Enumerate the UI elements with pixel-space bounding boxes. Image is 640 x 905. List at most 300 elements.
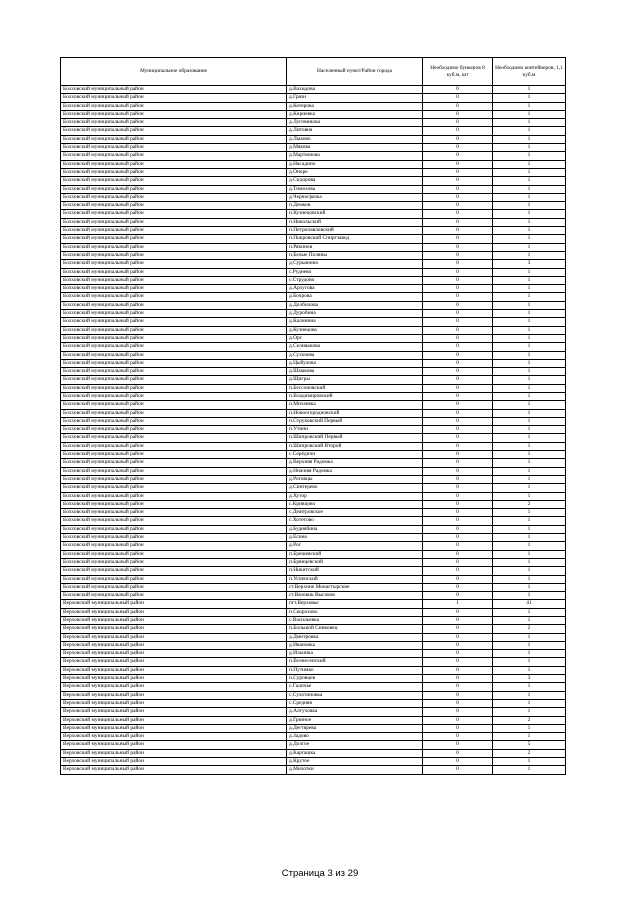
table-row bbox=[61, 633, 566, 641]
table-row bbox=[61, 251, 566, 259]
table-row bbox=[61, 409, 566, 417]
table-row bbox=[61, 351, 566, 359]
cell-municipality: Болховский муниципальный район bbox=[61, 177, 287, 185]
cell-municipality: Болховский муниципальный район bbox=[61, 376, 287, 384]
cell-municipality: Болховский муниципальный район bbox=[61, 94, 287, 102]
cell-containers: 1 bbox=[493, 334, 566, 342]
cell-settlement: д.Ивановка bbox=[287, 641, 423, 649]
cell-bunkers: 0 bbox=[423, 401, 493, 409]
cell-bunkers: 0 bbox=[423, 459, 493, 467]
table-row bbox=[61, 301, 566, 309]
table-row bbox=[61, 127, 566, 135]
cell-settlement: п.Петропавловский bbox=[287, 227, 423, 235]
cell-settlement: п.Бессоновский bbox=[287, 384, 423, 392]
cell-municipality: Болховский муниципальный район bbox=[61, 401, 287, 409]
cell-containers: 1 bbox=[493, 409, 566, 417]
cell-municipality: Болховский муниципальный район bbox=[61, 268, 287, 276]
cell-containers: 2 bbox=[493, 749, 566, 757]
table-row bbox=[61, 699, 566, 707]
cell-settlement: п.Никольский bbox=[287, 218, 423, 226]
table-row bbox=[61, 368, 566, 376]
cell-containers: 1 bbox=[493, 708, 566, 716]
cell-municipality: Болховский муниципальный район bbox=[61, 426, 287, 434]
cell-containers: 1 bbox=[493, 608, 566, 616]
cell-municipality: Болховский муниципальный район bbox=[61, 492, 287, 500]
cell-containers: 1 bbox=[493, 583, 566, 591]
cell-settlement: пгт.Верховье bbox=[287, 600, 423, 608]
table-row bbox=[61, 94, 566, 102]
cell-bunkers: 0 bbox=[423, 650, 493, 658]
cell-containers: 1 bbox=[493, 368, 566, 376]
cell-containers: 1 bbox=[493, 210, 566, 218]
table-row bbox=[61, 185, 566, 193]
table-row bbox=[61, 683, 566, 691]
cell-municipality: Болховский муниципальный район bbox=[61, 467, 287, 475]
cell-bunkers: 0 bbox=[423, 641, 493, 649]
cell-settlement: п.Суровцев bbox=[287, 675, 423, 683]
cell-bunkers: 0 bbox=[423, 127, 493, 135]
cell-bunkers: 0 bbox=[423, 550, 493, 558]
cell-settlement: п.Вознесенский bbox=[287, 658, 423, 666]
cell-municipality: Болховский муниципальный район bbox=[61, 293, 287, 301]
cell-municipality: Болховский муниципальный район bbox=[61, 550, 287, 558]
cell-settlement: п.Демков bbox=[287, 202, 423, 210]
cell-settlement: с.Васильевка bbox=[287, 617, 423, 625]
cell-settlement: д.Нижняя Радомка bbox=[287, 467, 423, 475]
cell-containers: 1 bbox=[493, 633, 566, 641]
cell-municipality: Болховский муниципальный район bbox=[61, 144, 287, 152]
table-row bbox=[61, 268, 566, 276]
table-row bbox=[61, 542, 566, 550]
table-row bbox=[61, 724, 566, 732]
cell-bunkers: 0 bbox=[423, 210, 493, 218]
cell-settlement: д.Буднябина bbox=[287, 525, 423, 533]
cell-containers: 1 bbox=[493, 666, 566, 674]
cell-bunkers: 0 bbox=[423, 86, 493, 94]
cell-containers: 1 bbox=[493, 326, 566, 334]
cell-bunkers: 0 bbox=[423, 749, 493, 757]
cell-bunkers: 0 bbox=[423, 135, 493, 143]
cell-bunkers: 0 bbox=[423, 334, 493, 342]
cell-bunkers: 0 bbox=[423, 442, 493, 450]
cell-bunkers: 0 bbox=[423, 285, 493, 293]
cell-settlement: с.Средняя bbox=[287, 699, 423, 707]
cell-settlement: п.Большой Синковец bbox=[287, 625, 423, 633]
table-row bbox=[61, 318, 566, 326]
cell-bunkers: 0 bbox=[423, 293, 493, 301]
cell-municipality: Болховский муниципальный район bbox=[61, 318, 287, 326]
cell-settlement: д.Лыково bbox=[287, 135, 423, 143]
cell-bunkers: 0 bbox=[423, 724, 493, 732]
cell-bunkers: 0 bbox=[423, 542, 493, 550]
cell-municipality: Болховский муниципальный район bbox=[61, 500, 287, 508]
cell-settlement: п.Струковский Первый bbox=[287, 417, 423, 425]
cell-municipality: Болховский муниципальный район bbox=[61, 334, 287, 342]
table-row bbox=[61, 86, 566, 94]
header-municipality: Муниципальное образование bbox=[61, 58, 287, 86]
cell-municipality: Болховский муниципальный район bbox=[61, 152, 287, 160]
cell-municipality: Болховский муниципальный район bbox=[61, 592, 287, 600]
cell-bunkers: 0 bbox=[423, 202, 493, 210]
cell-containers: 1 bbox=[493, 152, 566, 160]
cell-settlement: д.Задово bbox=[287, 733, 423, 741]
cell-settlement: д.Долгое bbox=[287, 741, 423, 749]
cell-containers: 2 bbox=[493, 625, 566, 633]
cell-containers: 1 bbox=[493, 683, 566, 691]
cell-containers: 1 bbox=[493, 168, 566, 176]
cell-settlement: п.Скорохово bbox=[287, 608, 423, 616]
cell-containers: 1 bbox=[493, 509, 566, 517]
cell-municipality: Болховский муниципальный район bbox=[61, 368, 287, 376]
cell-bunkers: 0 bbox=[423, 351, 493, 359]
cell-containers: 1 bbox=[493, 417, 566, 425]
table-row bbox=[61, 733, 566, 741]
cell-bunkers: 0 bbox=[423, 227, 493, 235]
cell-municipality: Болховский муниципальный район bbox=[61, 160, 287, 168]
cell-containers: 1 bbox=[493, 517, 566, 525]
cell-municipality: Болховский муниципальный район bbox=[61, 227, 287, 235]
cell-containers: 2 bbox=[493, 500, 566, 508]
cell-municipality: Верховский муниципальный район bbox=[61, 708, 287, 716]
cell-municipality: Верховский муниципальный район bbox=[61, 650, 287, 658]
cell-municipality: Болховский муниципальный район bbox=[61, 326, 287, 334]
cell-containers: 1 bbox=[493, 110, 566, 118]
table-row bbox=[61, 235, 566, 243]
cell-settlement: д.Орс bbox=[287, 334, 423, 342]
cell-containers: 1 bbox=[493, 376, 566, 384]
cell-containers: 1 bbox=[493, 193, 566, 201]
cell-municipality: Болховский муниципальный район bbox=[61, 86, 287, 94]
table-row bbox=[61, 517, 566, 525]
cell-containers: 1 bbox=[493, 293, 566, 301]
cell-bunkers: 0 bbox=[423, 608, 493, 616]
table-row bbox=[61, 376, 566, 384]
table-row bbox=[61, 691, 566, 699]
table-row bbox=[61, 442, 566, 450]
table-row bbox=[61, 326, 566, 334]
cell-municipality: Верховский муниципальный район bbox=[61, 675, 287, 683]
cell-bunkers: 0 bbox=[423, 218, 493, 226]
cell-containers: 1 bbox=[493, 426, 566, 434]
cell-bunkers: 0 bbox=[423, 359, 493, 367]
cell-settlement: п.Кузнецовский bbox=[287, 210, 423, 218]
cell-containers: 1 bbox=[493, 434, 566, 442]
table-row bbox=[61, 625, 566, 633]
cell-settlement: п.Брешевский bbox=[287, 550, 423, 558]
cell-municipality: Болховский муниципальный район bbox=[61, 210, 287, 218]
cell-containers: 3 bbox=[493, 675, 566, 683]
cell-bunkers: 0 bbox=[423, 708, 493, 716]
cell-bunkers: 0 bbox=[423, 658, 493, 666]
cell-bunkers: 0 bbox=[423, 691, 493, 699]
cell-settlement: д.Кузнецова bbox=[287, 326, 423, 334]
cell-bunkers: 0 bbox=[423, 193, 493, 201]
cell-containers: 1 bbox=[493, 359, 566, 367]
cell-municipality: Верховский муниципальный район bbox=[61, 749, 287, 757]
cell-containers: 1 bbox=[493, 94, 566, 102]
cell-settlement: д.Верхняя Радомка bbox=[287, 459, 423, 467]
cell-bunkers: 0 bbox=[423, 310, 493, 318]
cell-settlement: д.Каргашка bbox=[287, 749, 423, 757]
cell-settlement: п.Рякинов bbox=[287, 243, 423, 251]
cell-containers: 1 bbox=[493, 567, 566, 575]
cell-bunkers: 0 bbox=[423, 484, 493, 492]
cell-containers: 2 bbox=[493, 716, 566, 724]
cell-settlement: д.Сурьянино bbox=[287, 260, 423, 268]
cell-municipality: Болховский муниципальный район bbox=[61, 343, 287, 351]
table-row bbox=[61, 177, 566, 185]
cell-containers: 1 bbox=[493, 542, 566, 550]
cell-settlement: д.Крутое bbox=[287, 758, 423, 766]
cell-settlement: с.Руднево bbox=[287, 268, 423, 276]
table-row bbox=[61, 492, 566, 500]
cell-municipality: Болховский муниципальный район bbox=[61, 534, 287, 542]
cell-containers: 1 bbox=[493, 177, 566, 185]
table-row bbox=[61, 152, 566, 160]
cell-containers: 1 bbox=[493, 243, 566, 251]
cell-municipality: Болховский муниципальный район bbox=[61, 567, 287, 575]
cell-containers: 1 bbox=[493, 268, 566, 276]
table-row bbox=[61, 135, 566, 143]
cell-containers: 1 bbox=[493, 318, 566, 326]
table-row bbox=[61, 110, 566, 118]
table-row bbox=[61, 459, 566, 467]
cell-containers: 1 bbox=[493, 218, 566, 226]
cell-settlement: д.Архугова bbox=[287, 285, 423, 293]
cell-municipality: Болховский муниципальный район bbox=[61, 575, 287, 583]
cell-settlement: д.Ильинка bbox=[287, 650, 423, 658]
table-row bbox=[61, 193, 566, 201]
cell-bunkers: 0 bbox=[423, 716, 493, 724]
cell-municipality: Болховский муниципальный район bbox=[61, 542, 287, 550]
cell-settlement: д.Цыбулова bbox=[287, 359, 423, 367]
cell-bunkers: 0 bbox=[423, 534, 493, 542]
cell-municipality: Болховский муниципальный район bbox=[61, 310, 287, 318]
cell-municipality: Верховский муниципальный район bbox=[61, 691, 287, 699]
cell-bunkers: 0 bbox=[423, 177, 493, 185]
cell-municipality: Болховский муниципальный район bbox=[61, 417, 287, 425]
cell-containers: 1 bbox=[493, 467, 566, 475]
cell-bunkers: 0 bbox=[423, 144, 493, 152]
cell-containers: 1 bbox=[493, 691, 566, 699]
table-row bbox=[61, 218, 566, 226]
cell-settlement: п.Шипровский Первый bbox=[287, 434, 423, 442]
cell-municipality: Верховский муниципальный район bbox=[61, 666, 287, 674]
table-row bbox=[61, 310, 566, 318]
cell-containers: 1 bbox=[493, 442, 566, 450]
cell-containers: 1 bbox=[493, 658, 566, 666]
cell-settlement: д.Алтуховка bbox=[287, 708, 423, 716]
cell-containers: 1 bbox=[493, 475, 566, 483]
cell-municipality: Болховский муниципальный район bbox=[61, 202, 287, 210]
cell-containers: 1 bbox=[493, 550, 566, 558]
cell-containers: 1 bbox=[493, 650, 566, 658]
table-row bbox=[61, 484, 566, 492]
cell-settlement: п.Покровский Спиртзавод bbox=[287, 235, 423, 243]
cell-municipality: Верховский муниципальный район bbox=[61, 608, 287, 616]
cell-containers: 1 bbox=[493, 758, 566, 766]
cell-bunkers: 0 bbox=[423, 434, 493, 442]
cell-municipality: Верховский муниципальный район bbox=[61, 600, 287, 608]
table-row bbox=[61, 675, 566, 683]
cell-bunkers: 0 bbox=[423, 243, 493, 251]
table-row bbox=[61, 202, 566, 210]
cell-settlement: с.Серёдичи bbox=[287, 451, 423, 459]
cell-municipality: Верховский муниципальный район bbox=[61, 633, 287, 641]
table-row bbox=[61, 766, 566, 774]
cell-municipality: Болховский муниципальный район bbox=[61, 359, 287, 367]
cell-settlement: с.Сухотиновка bbox=[287, 691, 423, 699]
cell-settlement: п.Утинн bbox=[287, 426, 423, 434]
cell-settlement: д.Дегтярева bbox=[287, 724, 423, 732]
cell-municipality: Болховский муниципальный район bbox=[61, 102, 287, 110]
cell-containers: 1 bbox=[493, 160, 566, 168]
cell-municipality: Болховский муниципальный район bbox=[61, 285, 287, 293]
table-row bbox=[61, 749, 566, 757]
cell-bunkers: 0 bbox=[423, 766, 493, 774]
cell-bunkers: 0 bbox=[423, 666, 493, 674]
cell-municipality: Болховский муниципальный район bbox=[61, 384, 287, 392]
cell-municipality: Верховский муниципальный район bbox=[61, 733, 287, 741]
cell-municipality: Верховский муниципальный район bbox=[61, 724, 287, 732]
cell-containers: 1 bbox=[493, 617, 566, 625]
cell-bunkers: 0 bbox=[423, 475, 493, 483]
cell-municipality: Болховский муниципальный район bbox=[61, 243, 287, 251]
table-row bbox=[61, 550, 566, 558]
cell-bunkers: 0 bbox=[423, 583, 493, 591]
cell-bunkers: 0 bbox=[423, 110, 493, 118]
table-row bbox=[61, 708, 566, 716]
cell-municipality: Болховский муниципальный район bbox=[61, 351, 287, 359]
cell-bunkers: 0 bbox=[423, 633, 493, 641]
cell-municipality: Болховский муниципальный район bbox=[61, 218, 287, 226]
cell-bunkers: 0 bbox=[423, 575, 493, 583]
table-row bbox=[61, 509, 566, 517]
cell-settlement: п.Белые Поляны bbox=[287, 251, 423, 259]
cell-containers: 1 bbox=[493, 525, 566, 533]
cell-settlement: п.Успенский bbox=[287, 575, 423, 583]
table-row bbox=[61, 426, 566, 434]
cell-containers: 1 bbox=[493, 592, 566, 600]
cell-containers: 1 bbox=[493, 641, 566, 649]
table-row bbox=[61, 160, 566, 168]
cell-municipality: Болховский муниципальный район bbox=[61, 119, 287, 127]
table-row bbox=[61, 592, 566, 600]
cell-bunkers: 0 bbox=[423, 417, 493, 425]
cell-containers: 1 bbox=[493, 235, 566, 243]
table-row bbox=[61, 525, 566, 533]
cell-bunkers: 0 bbox=[423, 251, 493, 259]
cell-containers: 1 bbox=[493, 492, 566, 500]
cell-settlement: д.Бочрова bbox=[287, 293, 423, 301]
cell-settlement: с.Струдово bbox=[287, 276, 423, 284]
cell-containers: 1 bbox=[493, 251, 566, 259]
cell-municipality: Болховский муниципальный район bbox=[61, 301, 287, 309]
table-row bbox=[61, 617, 566, 625]
cell-settlement: д.Черногрязка bbox=[287, 193, 423, 201]
cell-settlement: ст.Верхние Монастырские bbox=[287, 583, 423, 591]
cell-bunkers: 0 bbox=[423, 409, 493, 417]
cell-bunkers: 0 bbox=[423, 168, 493, 176]
table-row bbox=[61, 758, 566, 766]
table-row bbox=[61, 600, 566, 608]
cell-bunkers: 1 bbox=[423, 600, 493, 608]
page-number: Страница 3 из 29 bbox=[281, 868, 359, 879]
cell-bunkers: 0 bbox=[423, 301, 493, 309]
cell-settlement: д.Есино bbox=[287, 534, 423, 542]
cell-settlement: д.Мякова bbox=[287, 144, 423, 152]
table-row bbox=[61, 658, 566, 666]
cell-containers: 1 bbox=[493, 558, 566, 566]
table-row bbox=[61, 401, 566, 409]
cell-settlement: с.Кривцово bbox=[287, 500, 423, 508]
table-row bbox=[61, 451, 566, 459]
cell-settlement: д.Литовна bbox=[287, 127, 423, 135]
cell-settlement: д.Щигры bbox=[287, 376, 423, 384]
cell-municipality: Болховский муниципальный район bbox=[61, 251, 287, 259]
cell-containers: 41 bbox=[493, 600, 566, 608]
cell-settlement: ст.Вязовик Высоков bbox=[287, 592, 423, 600]
cell-bunkers: 0 bbox=[423, 699, 493, 707]
cell-containers: 1 bbox=[493, 310, 566, 318]
cell-municipality: Болховский муниципальный район bbox=[61, 509, 287, 517]
cell-containers: 1 bbox=[493, 144, 566, 152]
cell-settlement: д.Шмакова bbox=[287, 368, 423, 376]
cell-bunkers: 0 bbox=[423, 119, 493, 127]
header-bunkers: Необходимо бункеров 8 куб.м, шт bbox=[423, 58, 493, 86]
cell-bunkers: 0 bbox=[423, 318, 493, 326]
table-row bbox=[61, 210, 566, 218]
cell-containers: 1 bbox=[493, 285, 566, 293]
cell-containers: 1 bbox=[493, 699, 566, 707]
cell-municipality: Болховский муниципальный район bbox=[61, 193, 287, 201]
cell-bunkers: 0 bbox=[423, 276, 493, 284]
table-row bbox=[61, 475, 566, 483]
cell-municipality: Болховский муниципальный район bbox=[61, 392, 287, 400]
cell-settlement: с.Галичье bbox=[287, 683, 423, 691]
table-row bbox=[61, 168, 566, 176]
cell-bunkers: 0 bbox=[423, 492, 493, 500]
cell-containers: 1 bbox=[493, 733, 566, 741]
table-row bbox=[61, 666, 566, 674]
cell-municipality: Верховский муниципальный район bbox=[61, 617, 287, 625]
cell-containers: 1 bbox=[493, 119, 566, 127]
table-row bbox=[61, 583, 566, 591]
cell-bunkers: 0 bbox=[423, 675, 493, 683]
cell-municipality: Болховский муниципальный район bbox=[61, 135, 287, 143]
cell-municipality: Верховский муниципальный район bbox=[61, 758, 287, 766]
cell-municipality: Болховский муниципальный район bbox=[61, 451, 287, 459]
cell-municipality: Верховский муниципальный район bbox=[61, 641, 287, 649]
table-row bbox=[61, 434, 566, 442]
cell-bunkers: 0 bbox=[423, 558, 493, 566]
cell-municipality: Верховский муниципальный район bbox=[61, 625, 287, 633]
table-row bbox=[61, 144, 566, 152]
table-row bbox=[61, 392, 566, 400]
cell-municipality: Болховский муниципальный район bbox=[61, 434, 287, 442]
cell-municipality: Верховский муниципальный район bbox=[61, 741, 287, 749]
cell-settlement: д.Луговинова bbox=[287, 119, 423, 127]
cell-bunkers: 0 bbox=[423, 152, 493, 160]
cell-bunkers: 0 bbox=[423, 326, 493, 334]
cell-bunkers: 0 bbox=[423, 368, 493, 376]
cell-settlement: д.Калинина bbox=[287, 318, 423, 326]
cell-containers: 1 bbox=[493, 384, 566, 392]
cell-settlement: д.Роговцы bbox=[287, 475, 423, 483]
table-row bbox=[61, 343, 566, 351]
table-row bbox=[61, 716, 566, 724]
cell-municipality: Болховский муниципальный район bbox=[61, 442, 287, 450]
